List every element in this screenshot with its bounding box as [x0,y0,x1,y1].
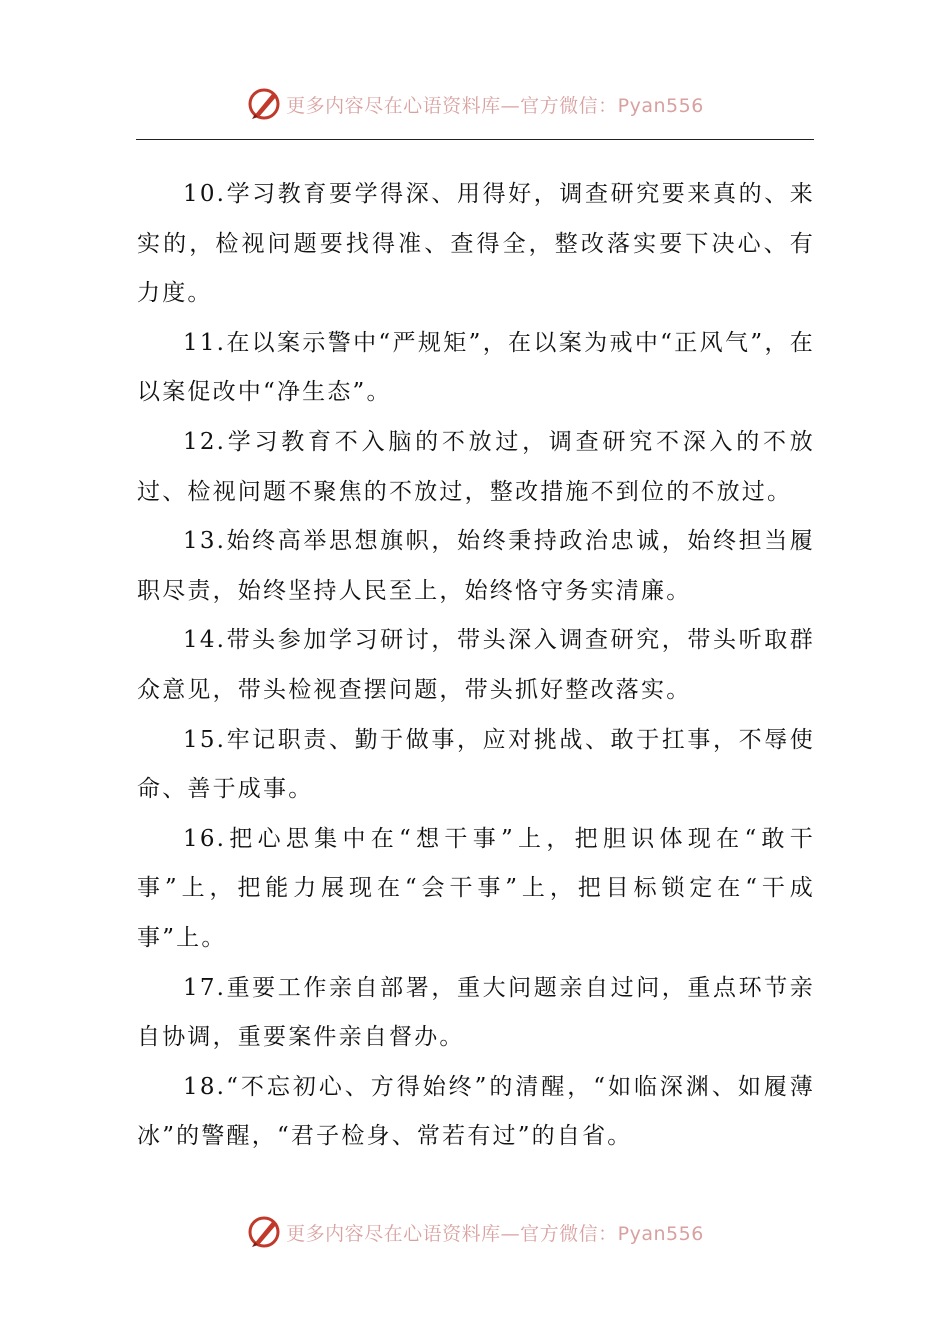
header-wechat-id: Pyan556 [617,94,704,117]
paragraph-13: 13.始终高举思想旗帜，始终秉持政治忠诚，始终担当履职尽责，始终坚持人民至上，始终恪守务实清廉。 [137,528,815,604]
paragraph-14: 14.带头参加学习研讨，带头深入调查研究，带头听取群众意见，带头检视查摆问题，带头抓好整改落实。 [137,627,815,703]
pen-logo-icon [246,86,282,122]
footer-banner-text: 更多内容尽在心语资料库—官方微信：Pyan556 [286,1222,704,1245]
document-body [137,170,815,1162]
paragraph-12: 12.学习教育不入脑的不放过，调查研究不深入的不放过、检视问题不聚焦的不放过，整改措施不到位的不放过。 [137,428,815,505]
header-banner-text: 更多内容尽在心语资料库—官方微信：Pyan556 [286,94,704,117]
header-divider [136,139,814,140]
paragraph-18: 18.“不忘初心、方得始终”的清醒，“如临深渊、如履薄冰”的警醒，“君子检身、常若有过”的自省。 [137,1073,815,1150]
pen-logo-icon [246,1214,282,1250]
footer-banner [0,1212,950,1252]
paragraph-11: 11.在以案示警中“严规矩”，在以案为戒中“正风气”，在以案促改中“净生态”。 [137,329,815,406]
footer-wechat-id: Pyan556 [617,1222,704,1245]
header-banner [0,84,950,124]
paragraph-17: 17.重要工作亲自部署，重大问题亲自过问，重点环节亲自协调，重要案件亲自督办。 [137,974,815,1051]
paragraph-10: 10.学习教育要学得深、用得好，调查研究要来真的、来实的，检视问题要找得准、查得全，整改落实要下决心、有力度。 [137,181,815,307]
paragraph-15: 15.牢记职责、勤于做事，应对挑战、敢于扛事，不辱使命、善于成事。 [137,726,815,803]
paragraph-16: 16.把心思集中在“想干事”上，把胆识体现在“敢干事”上，把能力展现在“会干事”上，把目标锁定在“干成事”上。 [137,825,815,951]
